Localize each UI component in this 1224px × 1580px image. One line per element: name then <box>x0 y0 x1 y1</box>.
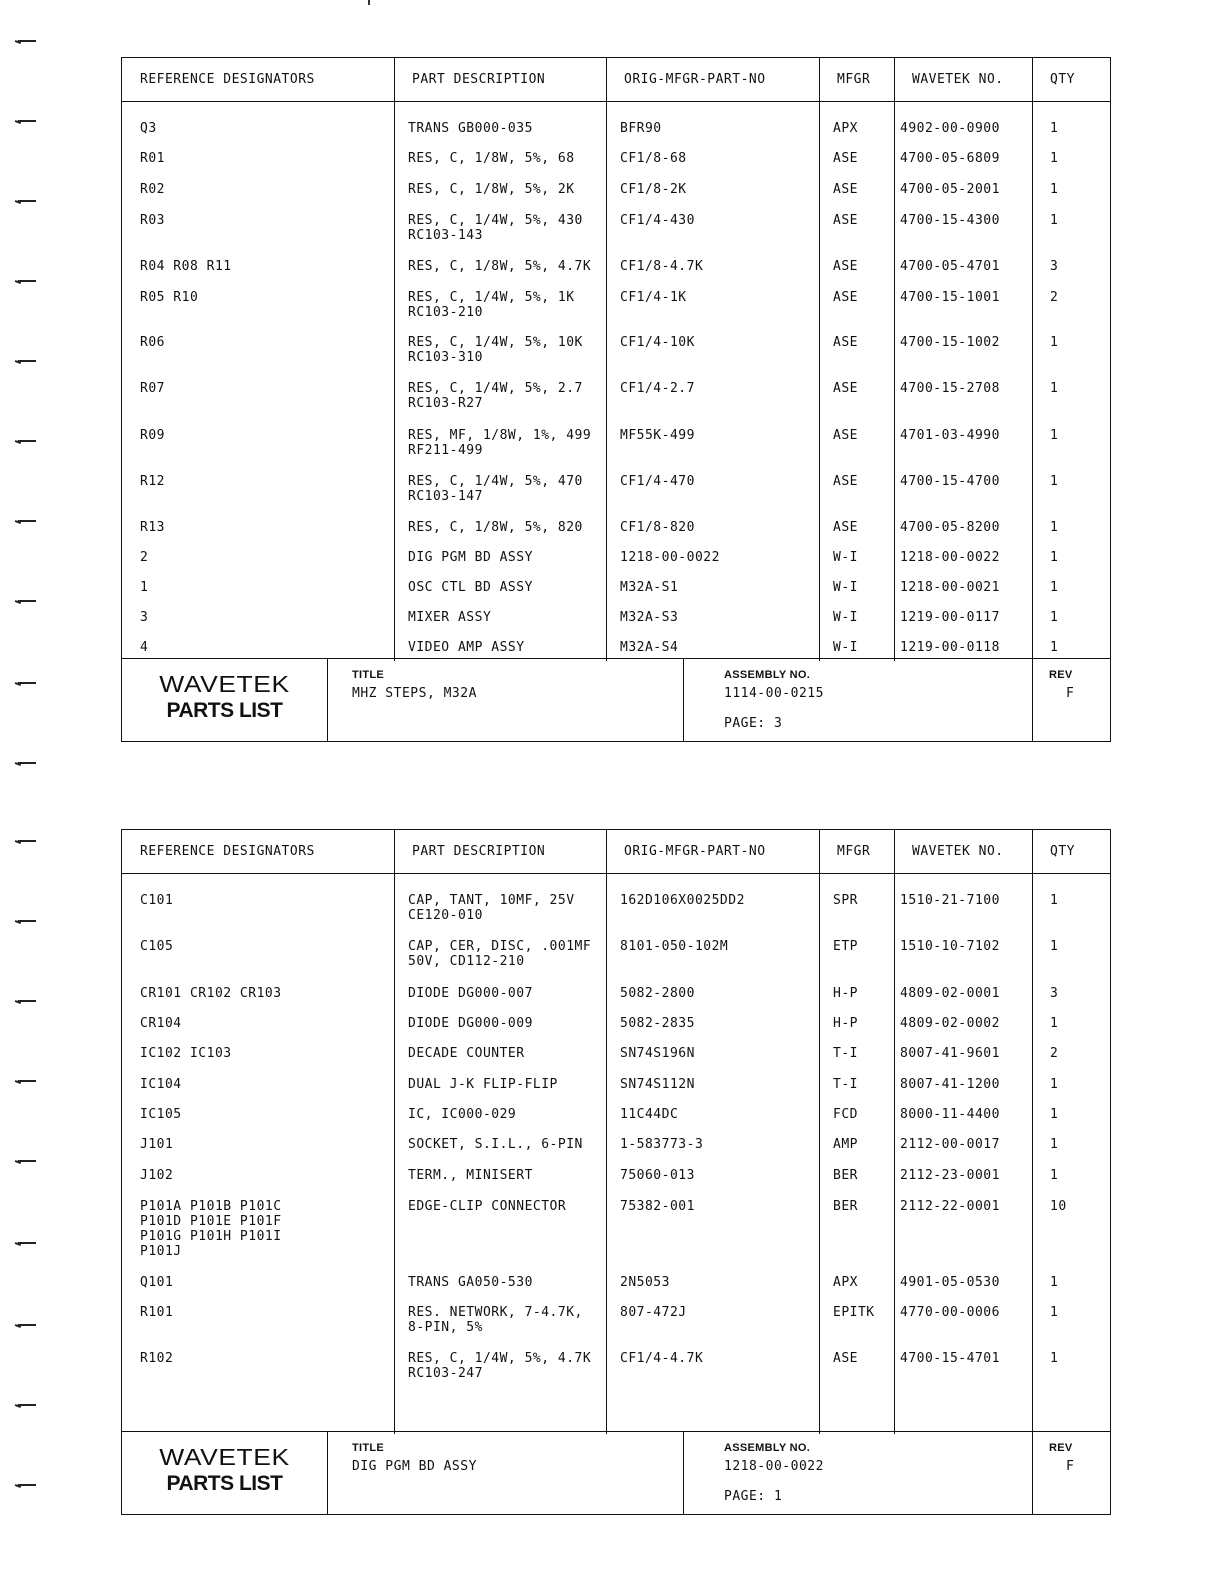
column-header-part-description: PART DESCRIPTION <box>412 844 546 859</box>
cell-qty: 2 <box>1050 1046 1059 1061</box>
cell-wavetek-no: 1218-00-0022 <box>900 550 1000 565</box>
cell-wavetek-no: 4902-00-0900 <box>900 121 1000 136</box>
cell-mfgr: ASE <box>833 213 858 228</box>
cell-qty: 1 <box>1050 1168 1059 1183</box>
title-label: TITLE <box>352 669 385 681</box>
cell-qty: 1 <box>1050 182 1059 197</box>
margin-tick <box>18 520 36 522</box>
cell-orig-mfgr-part-no: 75382-001 <box>620 1199 695 1214</box>
column-header-wavetek-no: WAVETEK NO. <box>912 844 1004 859</box>
cell-wavetek-no: 4700-15-1002 <box>900 335 1000 350</box>
margin-tick <box>18 600 36 602</box>
column-header-part-description: PART DESCRIPTION <box>412 72 546 87</box>
cell-part-description: DIODE DG000-009 <box>408 1016 533 1031</box>
cell-qty: 1 <box>1050 1077 1059 1092</box>
cell-mfgr: ASE <box>833 520 858 535</box>
cell-reference-designator: Q101 <box>140 1275 174 1290</box>
cell-orig-mfgr-part-no: M32A-S3 <box>620 610 679 625</box>
column-divider <box>819 58 820 661</box>
cell-part-description: RES, C, 1/4W, 5%, 1K RC103-210 <box>408 290 575 320</box>
cell-reference-designator: R06 <box>140 335 165 350</box>
cell-reference-designator: Q3 <box>140 121 157 136</box>
margin-tick <box>18 120 36 122</box>
cell-wavetek-no: 4809-02-0001 <box>900 986 1000 1001</box>
cell-qty: 1 <box>1050 550 1059 565</box>
cell-part-description: TERM., MINISERT <box>408 1168 533 1183</box>
cell-mfgr: ETP <box>833 939 858 954</box>
cell-mfgr: ASE <box>833 335 858 350</box>
column-header-mfgr: MFGR <box>837 72 871 87</box>
cell-qty: 1 <box>1050 335 1059 350</box>
cell-part-description: EDGE-CLIP CONNECTOR <box>408 1199 567 1214</box>
cell-mfgr: APX <box>833 1275 858 1290</box>
margin-tick <box>18 840 36 842</box>
cell-qty: 2 <box>1050 290 1059 305</box>
cell-reference-designator: R03 <box>140 213 165 228</box>
cell-qty: 3 <box>1050 259 1059 274</box>
cell-qty: 1 <box>1050 520 1059 535</box>
rev-value: F <box>1066 1459 1075 1474</box>
margin-tick <box>18 1160 36 1162</box>
cell-reference-designator: J102 <box>140 1168 174 1183</box>
cell-orig-mfgr-part-no: 162D106X0025DD2 <box>620 893 745 908</box>
cell-part-description: VIDEO AMP ASSY <box>408 640 525 655</box>
cell-part-description: TRANS GB000-035 <box>408 121 533 136</box>
margin-tick <box>18 762 36 764</box>
cell-orig-mfgr-part-no: 2N5053 <box>620 1275 670 1290</box>
cell-reference-designator: R13 <box>140 520 165 535</box>
assembly-number: 1218-00-0022 <box>724 1459 824 1474</box>
cell-part-description: DIODE DG000-007 <box>408 986 533 1001</box>
cell-reference-designator: IC105 <box>140 1107 182 1122</box>
cell-reference-designator: R07 <box>140 381 165 396</box>
cell-mfgr: ASE <box>833 428 858 443</box>
rev-label: REV <box>1049 1442 1073 1454</box>
wavetek-logo <box>122 659 327 741</box>
cell-wavetek-no: 1510-21-7100 <box>900 893 1000 908</box>
cell-orig-mfgr-part-no: CF1/8-820 <box>620 520 695 535</box>
table-header <box>122 830 1110 874</box>
column-divider <box>1032 830 1033 1434</box>
margin-tick <box>18 280 36 282</box>
cell-wavetek-no: 2112-22-0001 <box>900 1199 1000 1214</box>
cell-mfgr: H-P <box>833 1016 858 1031</box>
cell-mfgr: W-I <box>833 580 858 595</box>
cell-mfgr: ASE <box>833 381 858 396</box>
cell-orig-mfgr-part-no: CF1/4-1K <box>620 290 687 305</box>
rev-label: REV <box>1049 669 1073 681</box>
cell-reference-designator: 3 <box>140 610 149 625</box>
cell-reference-designator: 1 <box>140 580 149 595</box>
cell-orig-mfgr-part-no: 807-472J <box>620 1305 687 1320</box>
title-value: MHZ STEPS, M32A <box>352 686 477 701</box>
cell-qty: 1 <box>1050 151 1059 166</box>
cell-part-description: DIG PGM BD ASSY <box>408 550 533 565</box>
column-divider <box>606 58 607 661</box>
cell-reference-designator: IC102 IC103 <box>140 1046 232 1061</box>
cell-reference-designator: R04 R08 R11 <box>140 259 232 274</box>
assembly-label: ASSEMBLY NO. <box>724 669 811 681</box>
cell-wavetek-no: 4700-05-6809 <box>900 151 1000 166</box>
cell-orig-mfgr-part-no: CF1/4-430 <box>620 213 695 228</box>
cell-qty: 1 <box>1050 1016 1059 1031</box>
cell-part-description: RES, C, 1/4W, 5%, 470 RC103-147 <box>408 474 583 504</box>
cell-part-description: MIXER ASSY <box>408 610 492 625</box>
cell-qty: 1 <box>1050 939 1059 954</box>
margin-tick <box>18 40 36 42</box>
title-block-divider <box>683 659 684 741</box>
column-header-orig-mfgr-part-no: ORIG-MFGR-PART-NO <box>624 844 766 859</box>
column-header-reference-designator: REFERENCE DESIGNATORS <box>140 844 315 859</box>
cell-orig-mfgr-part-no: 75060-013 <box>620 1168 695 1183</box>
cell-orig-mfgr-part-no: CF1/4-10K <box>620 335 695 350</box>
brand-name: WAVETEK <box>159 671 290 697</box>
cell-reference-designator: R01 <box>140 151 165 166</box>
cell-part-description: RES. NETWORK, 7-4.7K, 8-PIN, 5% <box>408 1305 583 1335</box>
cell-qty: 1 <box>1050 428 1059 443</box>
cell-mfgr: SPR <box>833 893 858 908</box>
page-mark <box>368 0 370 5</box>
title-block-divider <box>1032 659 1033 741</box>
cell-qty: 1 <box>1050 474 1059 489</box>
margin-tick <box>18 1324 36 1326</box>
cell-orig-mfgr-part-no: 1218-00-0022 <box>620 550 720 565</box>
cell-mfgr: BER <box>833 1199 858 1214</box>
cell-orig-mfgr-part-no: M32A-S4 <box>620 640 679 655</box>
cell-mfgr: BER <box>833 1168 858 1183</box>
assembly-number: 1114-00-0215 <box>724 686 824 701</box>
cell-wavetek-no: 1510-10-7102 <box>900 939 1000 954</box>
cell-mfgr: FCD <box>833 1107 858 1122</box>
cell-mfgr: T-I <box>833 1046 858 1061</box>
cell-mfgr: T-I <box>833 1077 858 1092</box>
cell-part-description: RES, C, 1/8W, 5%, 68 <box>408 151 575 166</box>
page-number: PAGE: 3 <box>724 716 783 731</box>
cell-qty: 10 <box>1050 1199 1067 1214</box>
cell-reference-designator: R05 R10 <box>140 290 199 305</box>
parts-list-sheet <box>121 57 1111 742</box>
cell-reference-designator: 2 <box>140 550 149 565</box>
cell-mfgr: ASE <box>833 151 858 166</box>
cell-orig-mfgr-part-no: MF55K-499 <box>620 428 695 443</box>
column-divider <box>894 830 895 1434</box>
cell-part-description: DECADE COUNTER <box>408 1046 525 1061</box>
title-value: DIG PGM BD ASSY <box>352 1459 477 1474</box>
cell-part-description: OSC CTL BD ASSY <box>408 580 533 595</box>
column-header-wavetek-no: WAVETEK NO. <box>912 72 1004 87</box>
cell-wavetek-no: 4700-05-2001 <box>900 182 1000 197</box>
cell-part-description: RES, C, 1/4W, 5%, 10K RC103-310 <box>408 335 583 365</box>
cell-orig-mfgr-part-no: 5082-2800 <box>620 986 695 1001</box>
cell-orig-mfgr-part-no: M32A-S1 <box>620 580 679 595</box>
assembly-label: ASSEMBLY NO. <box>724 1442 811 1454</box>
cell-qty: 1 <box>1050 213 1059 228</box>
column-divider <box>394 58 395 661</box>
title-block <box>122 658 1110 741</box>
cell-reference-designator: J101 <box>140 1137 174 1152</box>
cell-qty: 1 <box>1050 893 1059 908</box>
cell-qty: 1 <box>1050 1137 1059 1152</box>
cell-orig-mfgr-part-no: BFR90 <box>620 121 662 136</box>
column-divider <box>894 58 895 661</box>
cell-wavetek-no: 2112-00-0017 <box>900 1137 1000 1152</box>
title-block <box>122 1431 1110 1514</box>
cell-wavetek-no: 4700-05-8200 <box>900 520 1000 535</box>
cell-orig-mfgr-part-no: CF1/8-2K <box>620 182 687 197</box>
title-label: TITLE <box>352 1442 385 1454</box>
cell-orig-mfgr-part-no: SN74S196N <box>620 1046 695 1061</box>
cell-wavetek-no: 4700-15-4300 <box>900 213 1000 228</box>
cell-wavetek-no: 8000-11-4400 <box>900 1107 1000 1122</box>
cell-wavetek-no: 4770-00-0006 <box>900 1305 1000 1320</box>
brand-name: WAVETEK <box>159 1444 290 1470</box>
cell-orig-mfgr-part-no: 1-583773-3 <box>620 1137 704 1152</box>
cell-orig-mfgr-part-no: CF1/4-4.7K <box>620 1351 704 1366</box>
column-header-mfgr: MFGR <box>837 844 871 859</box>
cell-wavetek-no: 1219-00-0117 <box>900 610 1000 625</box>
cell-wavetek-no: 8007-41-1200 <box>900 1077 1000 1092</box>
rev-value: F <box>1066 686 1075 701</box>
margin-tick <box>18 682 36 684</box>
column-header-reference-designator: REFERENCE DESIGNATORS <box>140 72 315 87</box>
margin-tick <box>18 1080 36 1082</box>
margin-tick <box>18 1404 36 1406</box>
cell-wavetek-no: 1219-00-0118 <box>900 640 1000 655</box>
page-number: PAGE: 1 <box>724 1489 783 1504</box>
cell-mfgr: W-I <box>833 550 858 565</box>
column-header-qty: QTY <box>1050 844 1075 859</box>
wavetek-logo <box>122 1432 327 1514</box>
cell-part-description: RES, MF, 1/8W, 1%, 499 RF211-499 <box>408 428 592 458</box>
margin-tick <box>18 360 36 362</box>
cell-reference-designator: C105 <box>140 939 174 954</box>
cell-part-description: RES, C, 1/4W, 5%, 4.7K RC103-247 <box>408 1351 592 1381</box>
table-header <box>122 58 1110 102</box>
cell-orig-mfgr-part-no: SN74S112N <box>620 1077 695 1092</box>
cell-wavetek-no: 4700-15-2708 <box>900 381 1000 396</box>
column-header-qty: QTY <box>1050 72 1075 87</box>
column-divider <box>394 830 395 1434</box>
cell-mfgr: ASE <box>833 290 858 305</box>
cell-orig-mfgr-part-no: CF1/4-2.7 <box>620 381 695 396</box>
column-divider <box>819 830 820 1434</box>
cell-qty: 1 <box>1050 1351 1059 1366</box>
margin-tick <box>18 1242 36 1244</box>
cell-qty: 1 <box>1050 121 1059 136</box>
cell-wavetek-no: 8007-41-9601 <box>900 1046 1000 1061</box>
margin-tick <box>18 200 36 202</box>
cell-part-description: RES, C, 1/4W, 5%, 430 RC103-143 <box>408 213 583 243</box>
column-header-orig-mfgr-part-no: ORIG-MFGR-PART-NO <box>624 72 766 87</box>
cell-part-description: DUAL J-K FLIP-FLIP <box>408 1077 558 1092</box>
cell-orig-mfgr-part-no: CF1/8-68 <box>620 151 687 166</box>
cell-reference-designator: R02 <box>140 182 165 197</box>
title-block-divider <box>683 1432 684 1514</box>
margin-tick <box>18 1484 36 1486</box>
cell-mfgr: APX <box>833 121 858 136</box>
cell-mfgr: AMP <box>833 1137 858 1152</box>
cell-mfgr: H-P <box>833 986 858 1001</box>
cell-part-description: IC, IC000-029 <box>408 1107 517 1122</box>
cell-wavetek-no: 4809-02-0002 <box>900 1016 1000 1031</box>
column-divider <box>606 830 607 1434</box>
cell-qty: 1 <box>1050 580 1059 595</box>
cell-wavetek-no: 2112-23-0001 <box>900 1168 1000 1183</box>
cell-wavetek-no: 4700-15-4701 <box>900 1351 1000 1366</box>
cell-part-description: RES, C, 1/8W, 5%, 2K <box>408 182 575 197</box>
cell-mfgr: W-I <box>833 640 858 655</box>
cell-wavetek-no: 4901-05-0530 <box>900 1275 1000 1290</box>
title-block-divider <box>1032 1432 1033 1514</box>
cell-mfgr: ASE <box>833 474 858 489</box>
cell-qty: 3 <box>1050 986 1059 1001</box>
cell-orig-mfgr-part-no: CF1/8-4.7K <box>620 259 704 274</box>
cell-part-description: CAP, CER, DISC, .001MF 50V, CD112-210 <box>408 939 592 969</box>
parts-list-sheet <box>121 829 1111 1515</box>
cell-qty: 1 <box>1050 1305 1059 1320</box>
cell-part-description: CAP, TANT, 10MF, 25V CE120-010 <box>408 893 575 923</box>
cell-reference-designator: CR104 <box>140 1016 182 1031</box>
cell-orig-mfgr-part-no: CF1/4-470 <box>620 474 695 489</box>
cell-wavetek-no: 4700-05-4701 <box>900 259 1000 274</box>
cell-part-description: RES, C, 1/8W, 5%, 4.7K <box>408 259 592 274</box>
cell-wavetek-no: 4700-15-4700 <box>900 474 1000 489</box>
cell-reference-designator: 4 <box>140 640 149 655</box>
cell-reference-designator: CR101 CR102 CR103 <box>140 986 282 1001</box>
cell-part-description: RES, C, 1/8W, 5%, 820 <box>408 520 583 535</box>
margin-tick <box>18 440 36 442</box>
margin-tick <box>18 1000 36 1002</box>
cell-mfgr: EPITK <box>833 1305 875 1320</box>
cell-qty: 1 <box>1050 1107 1059 1122</box>
cell-orig-mfgr-part-no: 8101-050-102M <box>620 939 729 954</box>
cell-reference-designator: C101 <box>140 893 174 908</box>
cell-mfgr: ASE <box>833 259 858 274</box>
parts-list-heading: PARTS LIST <box>166 1472 283 1495</box>
cell-qty: 1 <box>1050 1275 1059 1290</box>
cell-qty: 1 <box>1050 381 1059 396</box>
cell-wavetek-no: 1218-00-0021 <box>900 580 1000 595</box>
cell-reference-designator: R102 <box>140 1351 174 1366</box>
cell-part-description: SOCKET, S.I.L., 6-PIN <box>408 1137 583 1152</box>
cell-part-description: RES, C, 1/4W, 5%, 2.7 RC103-R27 <box>408 381 583 411</box>
cell-orig-mfgr-part-no: 11C44DC <box>620 1107 679 1122</box>
cell-reference-designator: R09 <box>140 428 165 443</box>
column-divider <box>1032 58 1033 661</box>
cell-wavetek-no: 4701-03-4990 <box>900 428 1000 443</box>
cell-mfgr: ASE <box>833 182 858 197</box>
cell-mfgr: W-I <box>833 610 858 625</box>
cell-reference-designator: R101 <box>140 1305 174 1320</box>
cell-reference-designator: IC104 <box>140 1077 182 1092</box>
cell-qty: 1 <box>1050 610 1059 625</box>
cell-orig-mfgr-part-no: 5082-2835 <box>620 1016 695 1031</box>
cell-reference-designator: R12 <box>140 474 165 489</box>
cell-part-description: TRANS GA050-530 <box>408 1275 533 1290</box>
cell-reference-designator: P101A P101B P101C P101D P101E P101F P101G P101H P101I P101J <box>140 1199 282 1259</box>
parts-list-heading: PARTS LIST <box>166 699 283 722</box>
cell-mfgr: ASE <box>833 1351 858 1366</box>
cell-wavetek-no: 4700-15-1001 <box>900 290 1000 305</box>
cell-qty: 1 <box>1050 640 1059 655</box>
margin-tick <box>18 920 36 922</box>
